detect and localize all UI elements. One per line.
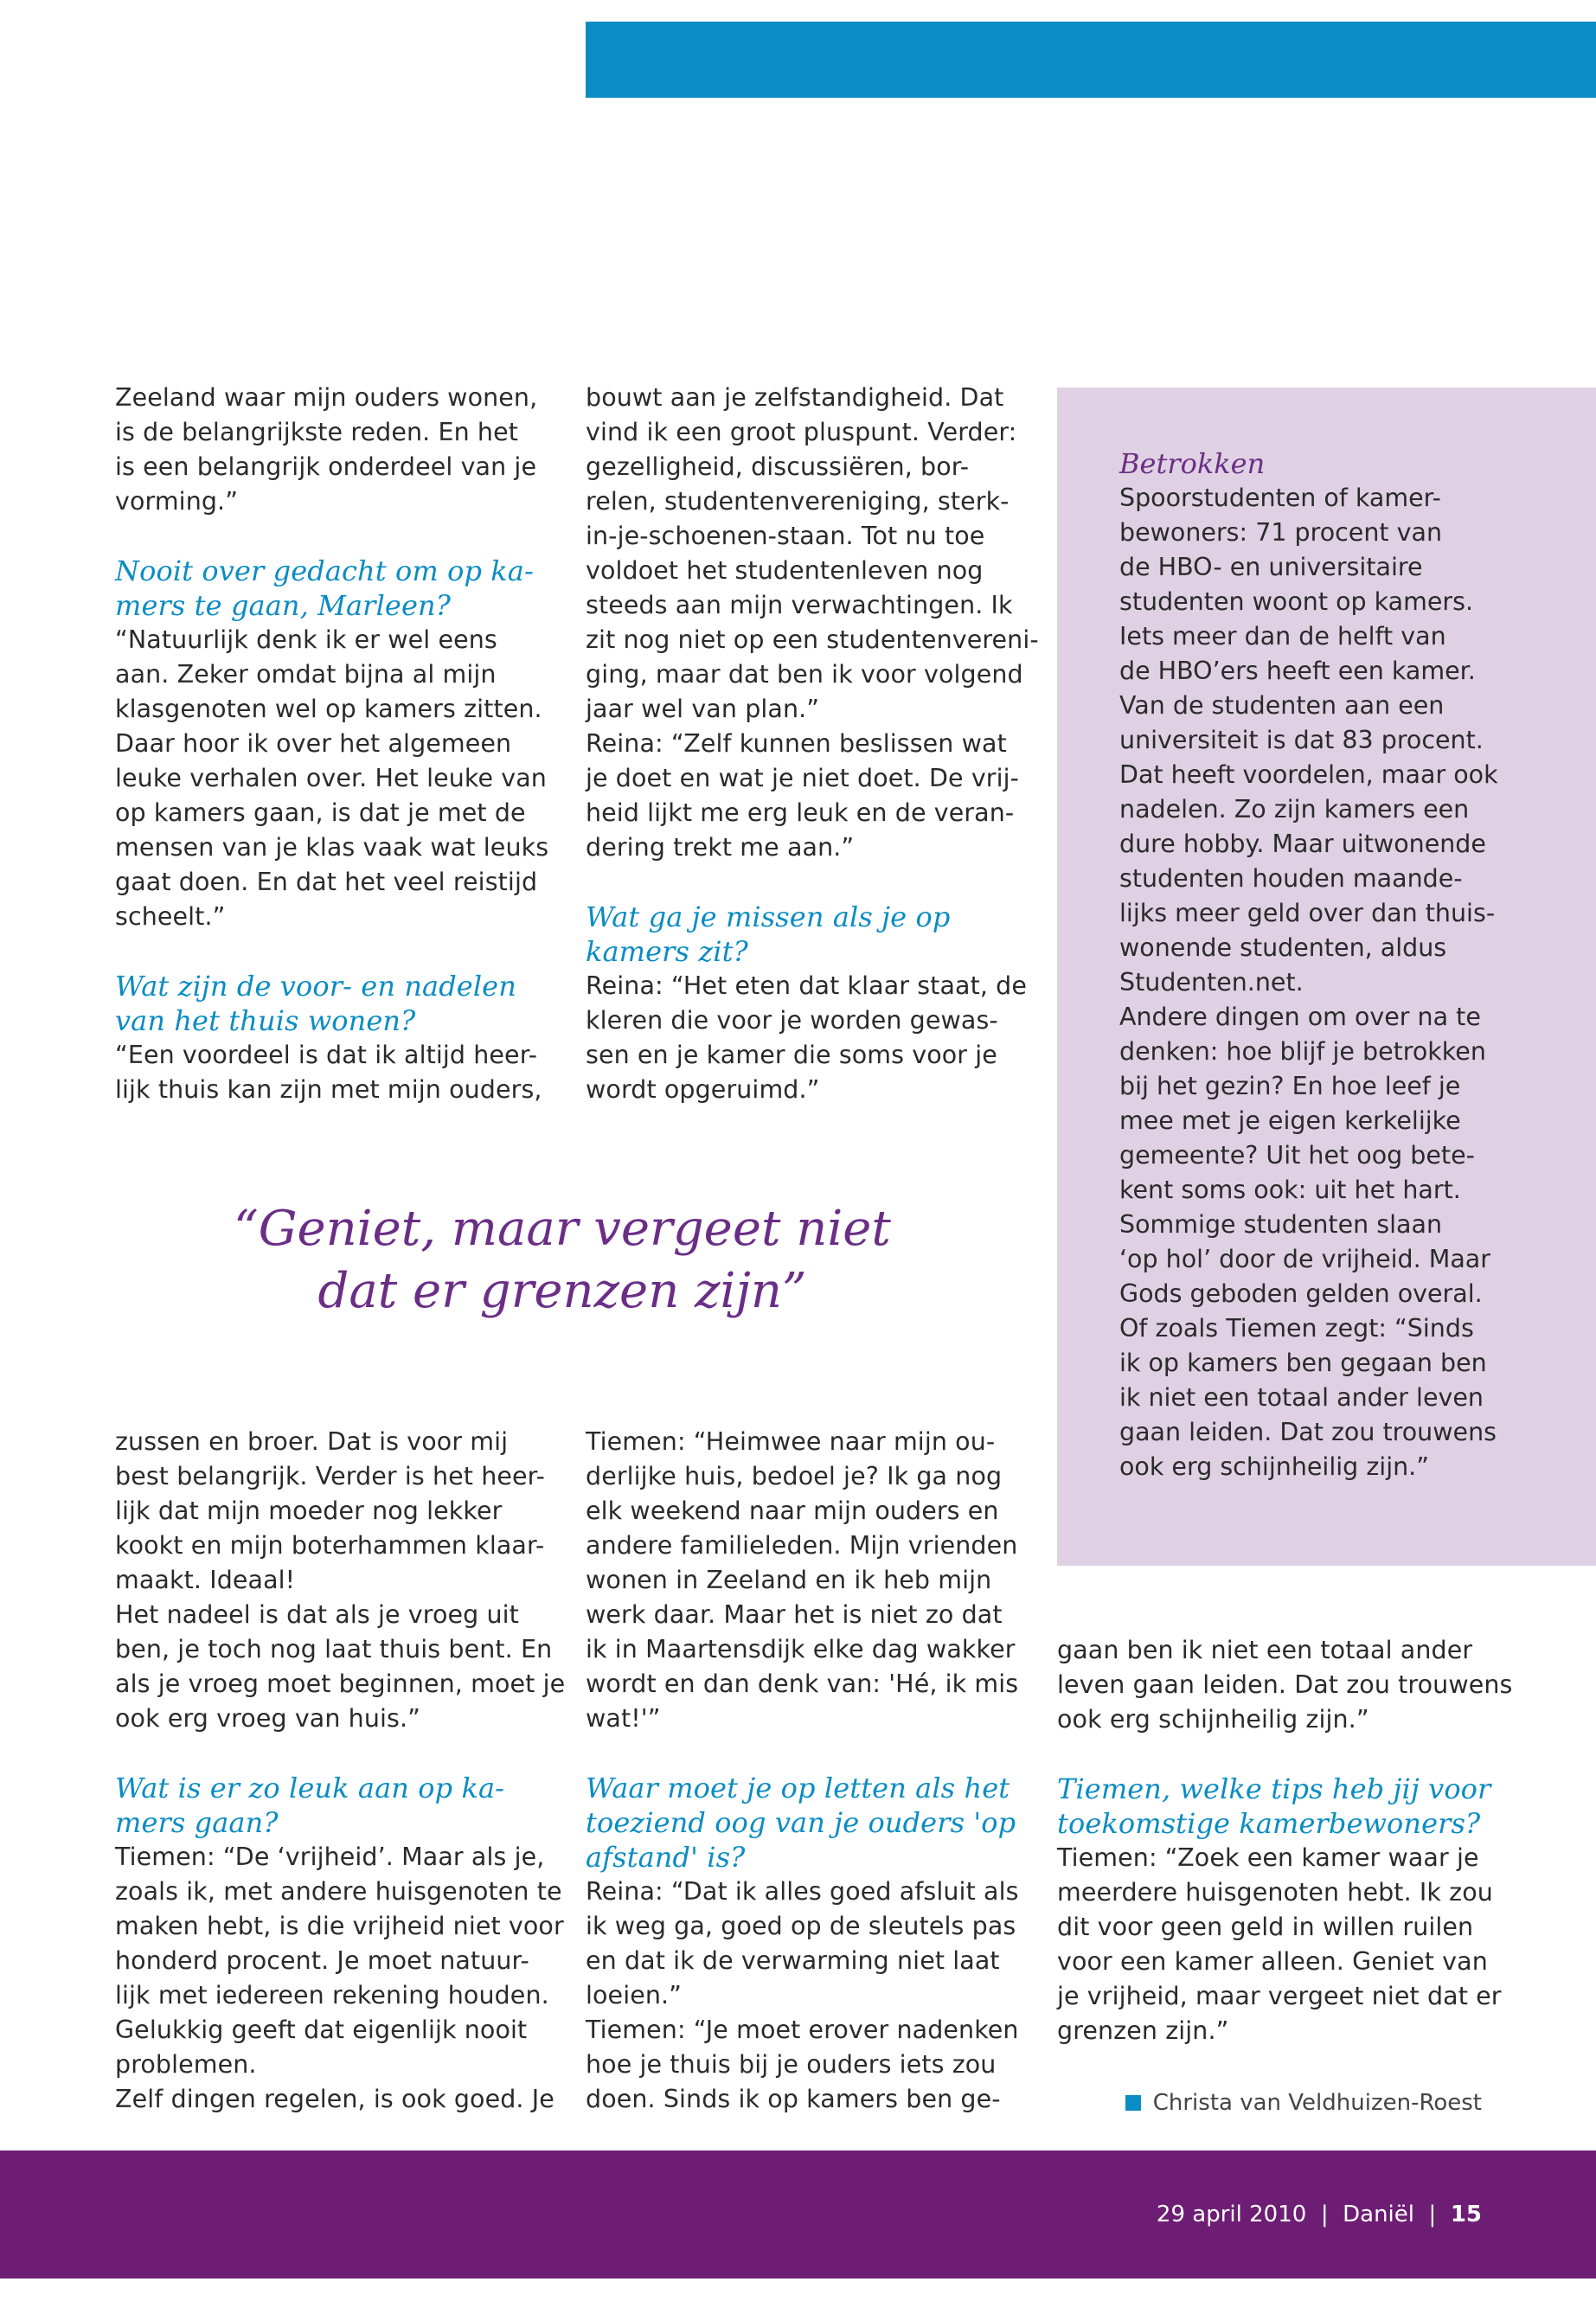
- paragraph: “Een voordeel is dat ik altijd heer- lijk thuis kan zijn met mijn ouders,: [115, 1041, 542, 1104]
- footer-magazine: Daniël: [1343, 2202, 1414, 2227]
- sidebar-body: Spoorstudenten of kamer- bewoners: 71 procent van de HBO- en universitaire studenten woont op kamers. Iets meer dan de helft van de HBO’ers heeft een kamer. Van de studenten aan een universiteit is dat 83 procent. Dat heeft voordelen, maar ook nadelen. Zo zijn kamers een dure hobby. Maar uitwonende studenten houden maande- lijks meer geld over dan thuis- wonende studenten, aldus Studenten.net. Andere dingen om over na te denken: hoe blijf je betrokken bij het gezin? En hoe leef je mee met je eigen kerkelijke gemeente? Uit het oog bete- kent soms ook: uit het hart. Sommige studenten slaan ‘op hol’ door de vrijheid. Maar Gods geboden gelden overal. Of zoals Tiemen zegt: “Sinds ik op kamers ben gegaan ben ik niet een totaal ander leven gaan leiden. Dat zou trouwens ook erg schijnheilig zijn.”: [1119, 484, 1498, 1481]
- question-heading: Nooit over gedacht om op ka- mers te gaan, Marleen?: [115, 554, 534, 622]
- square-bullet-icon: [1125, 2095, 1141, 2111]
- column-2-top: [586, 381, 1039, 1107]
- question-heading: Wat is er zo leuk aan op ka- mers gaan?: [115, 1772, 505, 1839]
- top-color-bar: [586, 22, 1596, 98]
- paragraph: Zeeland waar mijn ouders wonen, is de belangrijkste reden. En het is een belangrijk onderdeel van je vorming.”: [115, 383, 538, 516]
- footer-text: [1157, 2199, 1482, 2230]
- question-heading: Wat zijn de voor- en nadelen van het thuis wonen?: [115, 970, 516, 1037]
- footer-separator: |: [1428, 2202, 1437, 2227]
- column-3-bottom: [1057, 1633, 1512, 2048]
- footer-bar: [0, 2150, 1596, 2279]
- paragraph: bouwt aan je zelfstandigheid. Dat vind ik een groot pluspunt. Verder: gezelligheid, discussiëren, bor- relen, studentenvereniging, sterk- in-je-schoenen-staan. Tot nu toe voldoet het studentenleven nog steeds aan mijn verwachtingen. Ik zit nog niet op een studentenvereni- ging, maar dat ben ik voor volgend jaar wel van plan.” Reina: “Zelf kunnen beslissen wat je doet en wat je niet doet. De vrij- heid lijkt me erg leuk en de veran- dering trekt me aan.”: [586, 383, 1039, 862]
- column-1-top: [115, 381, 548, 1107]
- sidebar-title: Betrokken: [1119, 447, 1266, 480]
- author-credit: [1125, 2087, 1482, 2118]
- question-heading: Tiemen, welke tips heb jij voor toekomstige kamerbewoners?: [1057, 1772, 1491, 1840]
- paragraph: gaan ben ik niet een totaal ander leven gaan leiden. Dat zou trouwens ook erg schijnheilig zijn.”: [1057, 1636, 1513, 1734]
- column-1-bottom: [115, 1425, 565, 2117]
- paragraph: “Natuurlijk denk ik er wel eens aan. Zeker omdat bijna al mijn klasgenoten wel op kamers zitten. Daar hoor ik over het algemeen leuke verhalen over. Het leuke van op kamers gaan, is dat je met de mensen van je klas vaak wat leuks gaat doen. En dat het veel reistijd scheelt.”: [115, 625, 549, 931]
- question-heading: Wat ga je missen als je op kamers zit?: [586, 901, 951, 968]
- footer-separator: |: [1320, 2202, 1329, 2227]
- page-number: 15: [1450, 2202, 1482, 2227]
- paragraph: Tiemen: “Zoek een kamer waar je meerdere huisgenoten hebt. Ik zou dit voor geen geld in willen ruilen voor een kamer alleen. Geniet van je vrijheid, maar vergeet niet dat er grenzen zijn.”: [1057, 1843, 1502, 2045]
- author-name: Christa van Veldhuizen-Roest: [1152, 2090, 1482, 2116]
- paragraph: Reina: “Dat ik alles goed afsluit als ik weg ga, goed op de sleutels pas en dat ik de verwarming niet laat loeien.” Tiemen: “Je moet erover nadenken hoe je thuis bij je ouders iets zou doen. Sinds ik op kamers ben ge-: [586, 1877, 1019, 2113]
- question-heading: Waar moet je op letten als het toeziend oog van je ouders 'op afstand' is?: [586, 1772, 1016, 1874]
- footer-date: 29 april 2010: [1156, 2202, 1307, 2227]
- paragraph: zussen en broer. Dat is voor mij best belangrijk. Verder is het heer- lijk dat mijn moeder nog lekker kookt en mijn boterhammen klaar- maakt. Ideaal! Het nadeel is dat als je vroeg uit ben, je toch nog laat thuis bent. En als je vroeg moet beginnen, moet je ook erg vroeg van huis.”: [115, 1427, 566, 1733]
- column-2-bottom: [586, 1425, 1019, 2117]
- paragraph: Tiemen: “De ‘vrijheid’. Maar als je, zoals ik, met andere huisgenoten te maken hebt, is die vrijheid niet voor honderd procent. Je moet natuur- lijk met iedereen rekening houden. Gelukkig geeft dat eigenlijk nooit problemen. Zelf dingen regelen, is ook goed. Je: [115, 1843, 564, 2113]
- pull-quote: “Geniet, maar vergeet niet dat er grenzen zijn”: [234, 1201, 891, 1319]
- paragraph: Tiemen: “Heimwee naar mijn ou- derlijke huis, bedoel je? Ik ga nog elk weekend naar mijn ouders en andere familieleden. Mijn vrienden wonen in Zeeland en ik heb mijn werk daar. Maar het is niet zo dat ik in Maartensdijk elke dag wakker wordt en dan denk van: 'Hé, ik mis wat!'”: [586, 1427, 1019, 1733]
- sidebar-box: [1057, 388, 1596, 1566]
- paragraph: Reina: “Het eten dat klaar staat, de kleren die voor je worden gewas- sen en je kamer die soms voor je wordt opgeruimd.”: [586, 971, 1028, 1104]
